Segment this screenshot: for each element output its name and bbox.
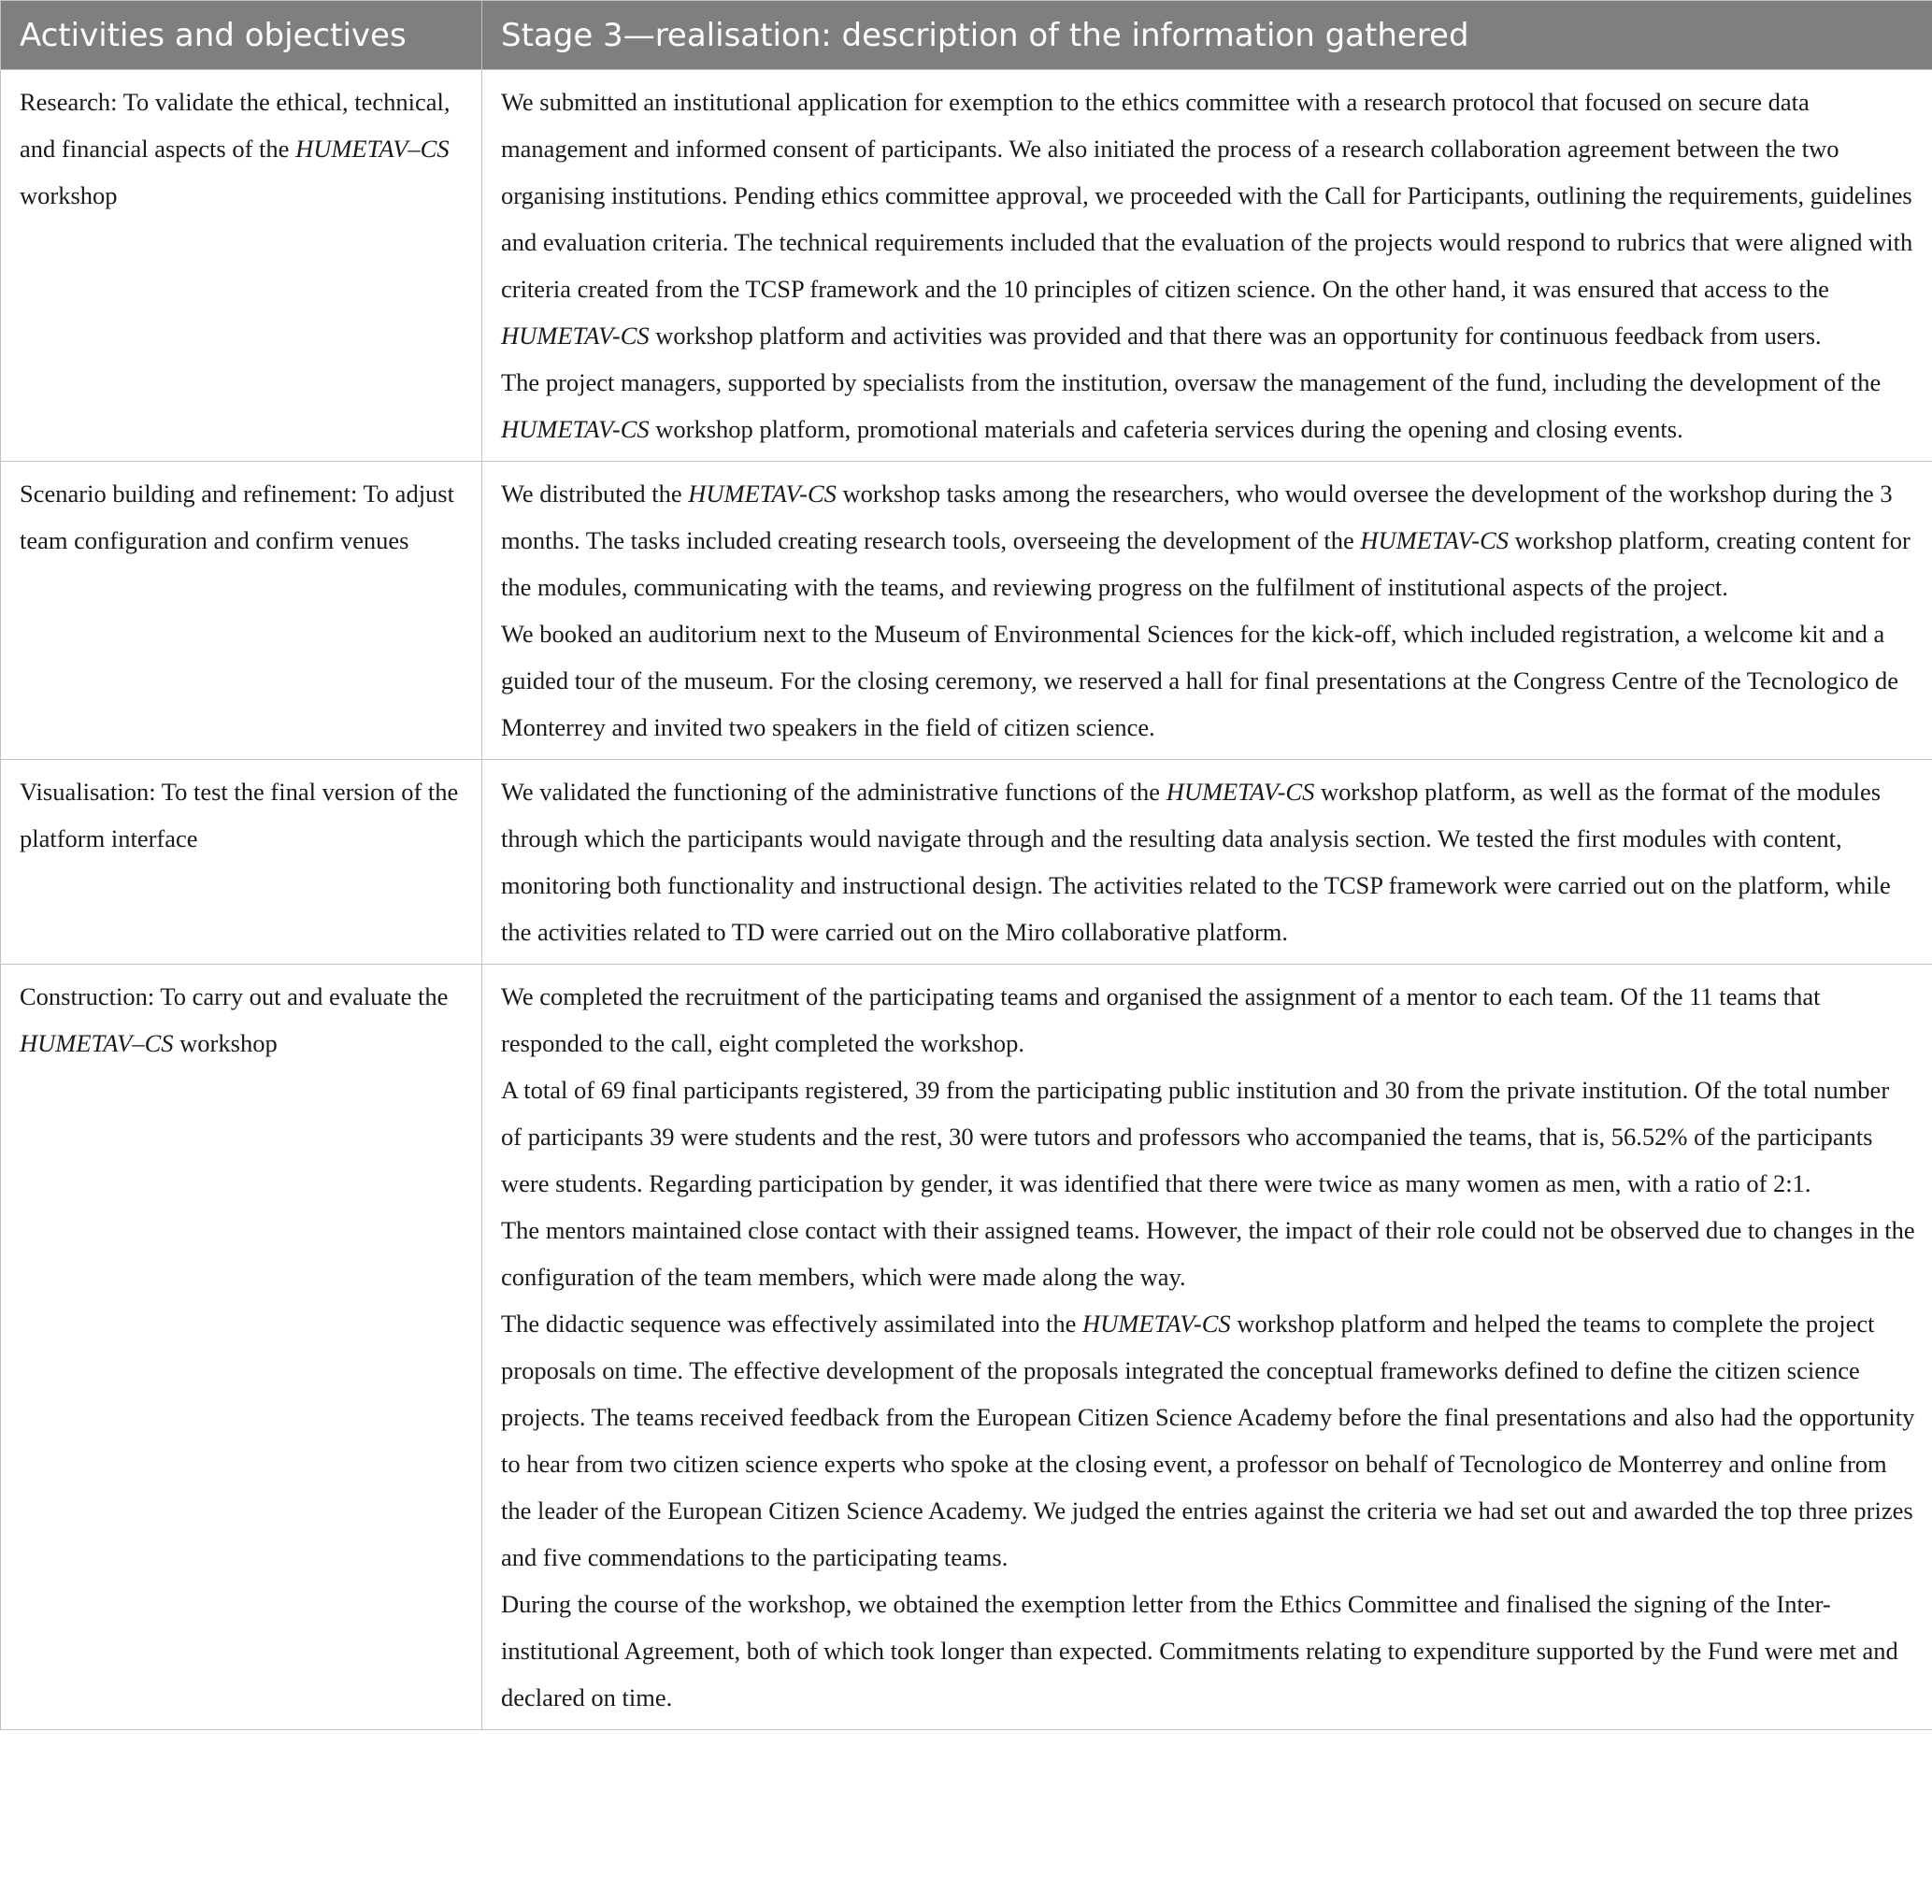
description-paragraph	[501, 1207, 1915, 1300]
description-text-segment: We booked an auditorium next to the Museum of Environmental Sciences for the kick-off, which included registration, a welcome kit and a guided tour of the museum. For the closing ceremony, we reserved a hall for final presentations at the Congress Centre of the Tecnologico de Monterrey and invited two speakers in the field of citizen science.	[501, 620, 1898, 741]
activity-text-segment: Scenario building and refinement: To adjust team configuration and confirm venues	[20, 480, 454, 554]
table-row	[1, 965, 1932, 1730]
activity-cell	[1, 462, 482, 760]
header-row	[1, 1, 1932, 70]
description-cell	[482, 462, 1932, 760]
description-text-italic: HUMETAV-CS	[1082, 1310, 1231, 1338]
description-text-segment: workshop platform and helped the teams to complete the project proposals on time. The effective development of the proposals integrated the conceptual frameworks defined to define the citizen science projects. The teams received feedback from the European Citizen Science Academy before the final presentations and also had the opportunity to hear from two citizen science experts who spoke at the closing event, a professor on behalf of Tecnologico de Monterrey and online from the leader of the European Citizen Science Academy. We judged the entries against the criteria we had set out and awarded the top three prizes and five commendations to the participating teams.	[501, 1310, 1915, 1571]
description-paragraph	[501, 973, 1915, 1067]
description-text-segment: A total of 69 final participants registered, 39 from the participating public institution and 30 from the private institution. Of the total number of participants 39 were students and the rest, 30 were tutors and professors who accompanied the teams, that is, 56.52% of the participants were students. Regarding participation by gender, it was identified that there were twice as many women as men, with a ratio of 2:1.	[501, 1076, 1890, 1197]
description-cell	[482, 70, 1932, 462]
header-activities-objectives: Activities and objectives	[1, 1, 482, 70]
description-text-segment: We submitted an institutional application for exemption to the ethics committee with a research protocol that focused on secure data management and informed consent of participants. We also initiated the process of a research collaboration agreement between the two organising institutions. Pending ethics committee approval, we proceeded with the Call for Participants, outlining the requirements, guidelines and evaluation criteria. The technical requirements included that the evaluation of the projects would respond to rubrics that were aligned with criteria created from the TCSP framework and the 10 principles of citizen science. On the other hand, it was ensured that access to the	[501, 88, 1913, 303]
description-text-italic: HUMETAV-CS	[1166, 778, 1315, 806]
table-row	[1, 760, 1932, 965]
description-paragraph	[501, 1067, 1915, 1207]
description-text-segment: We distributed the	[501, 480, 689, 508]
activity-text-italic: HUMETAV–CS	[20, 1029, 174, 1057]
description-text-segment: We validated the functioning of the administrative functions of the	[501, 778, 1166, 806]
description-paragraph	[501, 359, 1915, 452]
activity-cell	[1, 965, 482, 1730]
activity-text	[20, 470, 463, 564]
description-cell	[482, 965, 1932, 1730]
description-text-segment: We completed the recruitment of the participating teams and organised the assignment of a mentor to each team. Of the 11 teams that responded to the call, eight completed the workshop.	[501, 982, 1821, 1057]
activity-text-segment: workshop	[20, 181, 118, 209]
description-text-italic: HUMETAV-CS	[501, 322, 650, 350]
description-paragraph	[501, 79, 1915, 359]
description-text-segment: workshop platform, promotional materials and cafeteria services during the opening and closing events.	[649, 415, 1683, 443]
description-text-segment: workshop platform and activities was provided and that there was an opportunity for continuous feedback from users.	[649, 322, 1822, 350]
description-text-segment: workshop tasks among the researchers, who would oversee the development of the workshop during the 3 months. The tasks included creating research tools, overseeing the development of the	[501, 480, 1893, 554]
activity-text-segment: workshop	[173, 1029, 278, 1057]
description-text-segment: The mentors maintained close contact with their assigned teams. However, the impact of their role could not be observed due to changes in the configuration of the team members, which were made along the way.	[501, 1216, 1915, 1291]
description-text-segment: The didactic sequence was effectively assimilated into the	[501, 1310, 1083, 1338]
table-row	[1, 70, 1932, 462]
description-paragraph	[501, 768, 1915, 955]
description-paragraph	[501, 610, 1915, 751]
activity-cell	[1, 760, 482, 965]
activity-text-segment: Visualisation: To test the final version of the platform interface	[20, 778, 459, 852]
description-paragraph	[501, 470, 1915, 610]
activity-text-italic: HUMETAV–CS	[295, 135, 450, 163]
description-text-italic: HUMETAV-CS	[1360, 526, 1510, 554]
description-paragraph	[501, 1300, 1915, 1581]
description-text-italic: HUMETAV-CS	[688, 480, 837, 508]
header-stage-description: Stage 3—realisation: description of the information gathered	[482, 1, 1932, 70]
activity-text-segment: Construction: To carry out and evaluate the	[20, 982, 449, 1010]
activity-text	[20, 768, 463, 862]
activity-text	[20, 973, 463, 1067]
description-text-segment: During the course of the workshop, we obtained the exemption letter from the Ethics Committee and finalised the signing of the Inter-institutional Agreement, both of which took longer than expected. Commitments relating to expenditure supported by the Fund were met and declared on time.	[501, 1590, 1898, 1711]
activity-text-segment: Research: To validate the ethical, technical, and financial aspects of the	[20, 88, 451, 163]
description-cell	[482, 760, 1932, 965]
description-text-segment: workshop platform, as well as the format of the modules through which the participants would navigate through and the resulting data analysis section. We tested the first modules with content, monitoring both functionality and instructional design. The activities related to the TCSP framework were carried out on the platform, while the activities related to TD were carried out on the Miro collaborative platform.	[501, 778, 1891, 946]
description-text-segment: The project managers, supported by specialists from the institution, oversaw the management of the fund, including the development of the	[501, 368, 1882, 396]
description-text-segment: workshop platform, creating content for the modules, communicating with the teams, and reviewing progress on the fulfilment of institutional aspects of the project.	[501, 526, 1911, 601]
description-paragraph	[501, 1581, 1915, 1721]
activity-cell	[1, 70, 482, 462]
table-row	[1, 462, 1932, 760]
activity-text	[20, 79, 463, 219]
description-text-italic: HUMETAV-CS	[501, 415, 650, 443]
